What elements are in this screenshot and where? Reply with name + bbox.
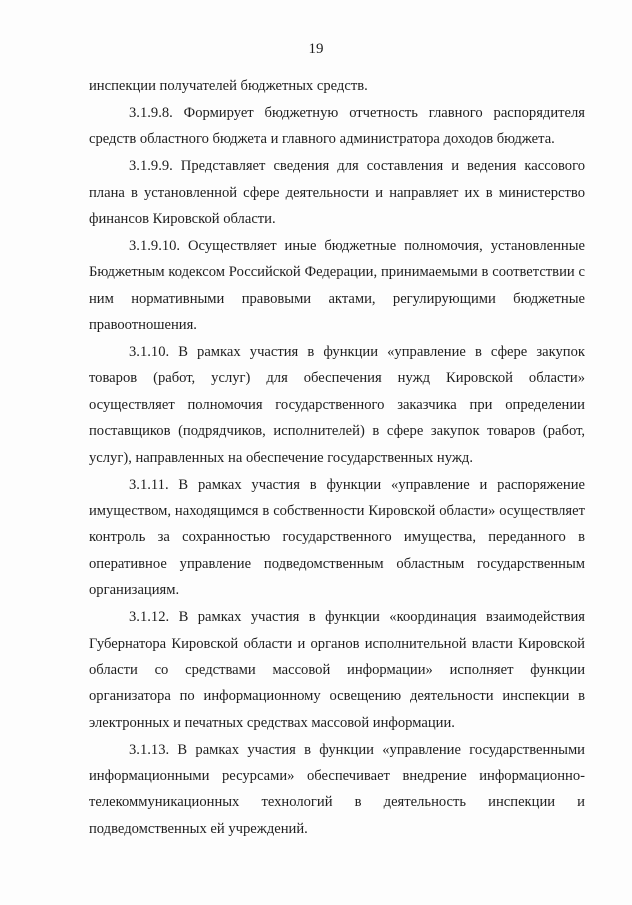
paragraph-continuation: инспекции получателей бюджетных средств. (89, 78, 368, 94)
document-body (89, 73, 585, 842)
paragraph-3-1-13: 3.1.13. В рамках участия в функции «управление государственными информационными ресурсами» обеспечивает внедрение информационно-телекоммуникационных технологий в деятельность инспекции и подведомственных ей учреждений. (89, 741, 585, 837)
paragraph-3-1-9-8: 3.1.9.8. Формирует бюджетную отчетность главного распорядителя средств областного бюджета и главного администратора доходов бюджета. (89, 104, 585, 148)
paragraph-3-1-10: 3.1.10. В рамках участия в функции «управление в сфере закупок товаров (работ, услуг) для обеспечения нужд Кировской области» осуществляет полномочия государственного заказчика при определении поставщиков (подрядчиков, исполнителей) в сфере закупок товаров (работ, услуг), направленных на обеспечение государственных нужд. (89, 344, 585, 466)
paragraph-3-1-9-9: 3.1.9.9. Представляет сведения для составления и ведения кассового плана в установленной сфере деятельности и направляет их в министерство финансов Кировской области. (89, 158, 585, 228)
paragraph-3-1-9-10: 3.1.9.10. Осуществляет иные бюджетные полномочия, установленные Бюджетным кодексом Российской Федерации, принимаемыми в соответствии с ним нормативными правовыми актами, регулирующими бюджетные правоотношения. (89, 237, 585, 334)
page-number: 19 (308, 41, 324, 57)
paragraph-3-1-12: 3.1.12. В рамках участия в функции «координация взаимодействия Губернатора Кировской области и органов исполнительной власти Кировской области со средствами массовой информации» исполняет функции организатора по информационному освещению деятельности инспекции в электронных и печатных средствах массовой информации. (89, 609, 585, 731)
paragraph-3-1-11: 3.1.11. В рамках участия в функции «управление и распоряжение имуществом, находящимся в собственности Кировской области» осуществляет контроль за сохранностью государственного имущества, переданного в оперативное управление подведомственным областным государственным организациям. (89, 476, 585, 599)
